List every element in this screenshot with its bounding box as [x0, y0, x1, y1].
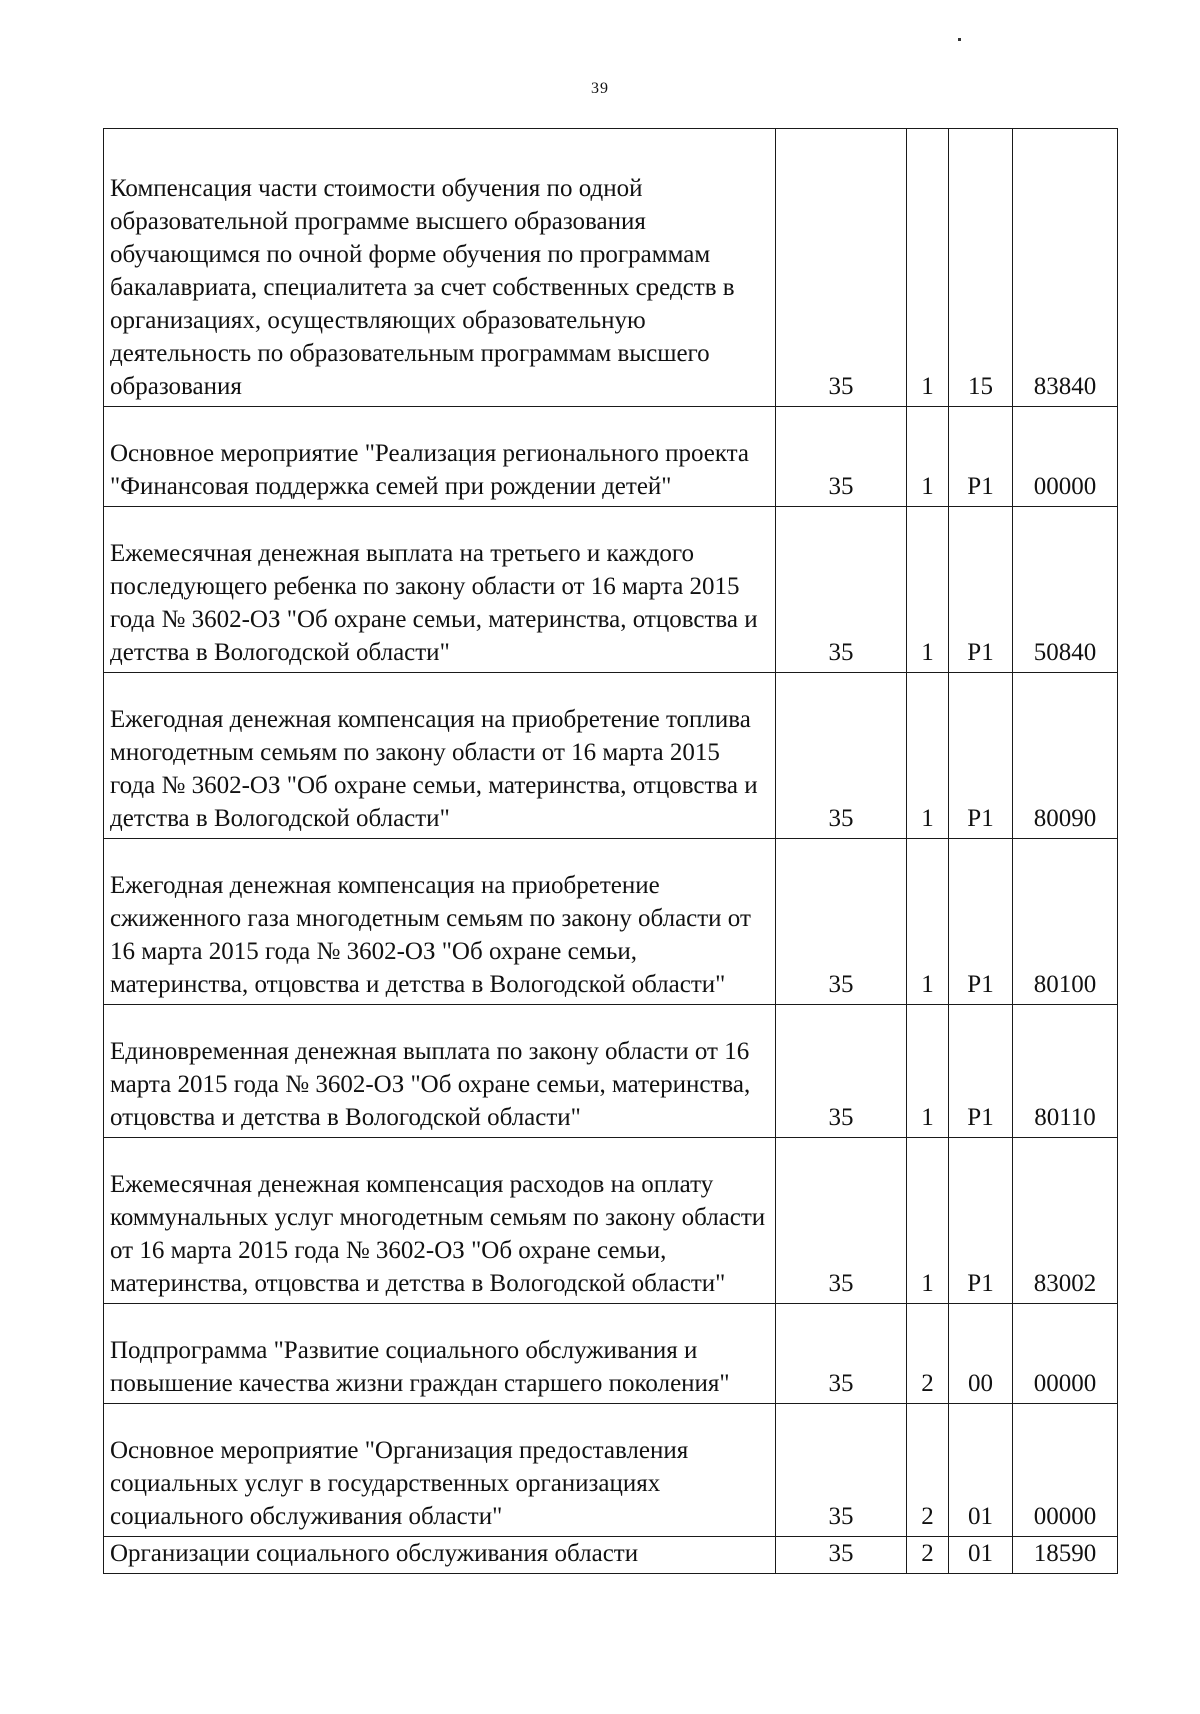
subprogram-code-cell: 1: [907, 1138, 949, 1304]
expense-code-cell: 00000: [1013, 407, 1118, 507]
table-row: [104, 407, 1118, 507]
subprogram-code-cell: 2: [907, 1537, 949, 1574]
program-code-cell: 35: [776, 1304, 907, 1404]
subprogram-code-cell: 1: [907, 839, 949, 1005]
direction-code-cell: 01: [949, 1537, 1013, 1574]
table-row: [104, 129, 1118, 407]
page-number: 39: [591, 80, 609, 97]
direction-code-cell: 15: [949, 129, 1013, 407]
direction-code-cell: P1: [949, 1005, 1013, 1138]
row-name-cell: Организации социального обслуживания области: [104, 1537, 776, 1574]
table-row: [104, 839, 1118, 1005]
row-name-cell: Основное мероприятие "Организация предоставления социальных услуг в государственных организациях социального обслуживания области": [104, 1404, 776, 1537]
expense-code-cell: 80110: [1013, 1005, 1118, 1138]
row-name-cell: Основное мероприятие "Реализация регионального проекта "Финансовая поддержка семей при рождении детей": [104, 407, 776, 507]
expense-code-cell: 50840: [1013, 507, 1118, 673]
program-code-cell: 35: [776, 1005, 907, 1138]
expense-code-cell: 83840: [1013, 129, 1118, 407]
subprogram-code-cell: 1: [907, 673, 949, 839]
table-row: [104, 1537, 1118, 1574]
table-row: [104, 1304, 1118, 1404]
subprogram-code-cell: 1: [907, 407, 949, 507]
direction-code-cell: 01: [949, 1404, 1013, 1537]
scan-speck: [958, 38, 961, 41]
subprogram-code-cell: 1: [907, 507, 949, 673]
expense-code-cell: 00000: [1013, 1304, 1118, 1404]
program-code-cell: 35: [776, 1138, 907, 1304]
program-code-cell: 35: [776, 839, 907, 1005]
row-name-cell: Единовременная денежная выплата по закону области от 16 марта 2015 года № 3602-ОЗ "Об охране семьи, материнства, отцовства и детства в Вологодской области": [104, 1005, 776, 1138]
direction-code-cell: 00: [949, 1304, 1013, 1404]
program-code-cell: 35: [776, 1404, 907, 1537]
budget-classification-table: [103, 128, 1118, 1574]
direction-code-cell: P1: [949, 673, 1013, 839]
row-name-cell: Подпрограмма "Развитие социального обслуживания и повышение качества жизни граждан старшего поколения": [104, 1304, 776, 1404]
row-name-cell: Компенсация части стоимости обучения по одной образовательной программе высшего образования обучающимся по очной форме обучения по программам бакалавриата, специалитета за счет собственных средств в организациях, осуществляющих образовательную деятельность по образовательным программам высшего образования: [104, 129, 776, 407]
program-code-cell: 35: [776, 129, 907, 407]
row-name-cell: Ежемесячная денежная выплата на третьего и каждого последующего ребенка по закону области от 16 марта 2015 года № 3602-ОЗ "Об охране семьи, материнства, отцовства и детства в Вологодской области": [104, 507, 776, 673]
row-name-cell: Ежегодная денежная компенсация на приобретение топлива многодетным семьям по закону области от 16 марта 2015 года № 3602-ОЗ "Об охране семьи, материнства, отцовства и детства в Вологодской области": [104, 673, 776, 839]
subprogram-code-cell: 2: [907, 1304, 949, 1404]
expense-code-cell: 00000: [1013, 1404, 1118, 1537]
program-code-cell: 35: [776, 507, 907, 673]
row-name-cell: Ежегодная денежная компенсация на приобретение сжиженного газа многодетным семьям по закону области от 16 марта 2015 года № 3602-ОЗ "Об охране семьи, материнства, отцовства и детства в Вологодской области": [104, 839, 776, 1005]
expense-code-cell: 80090: [1013, 673, 1118, 839]
subprogram-code-cell: 2: [907, 1404, 949, 1537]
program-code-cell: 35: [776, 1537, 907, 1574]
row-name-cell: Ежемесячная денежная компенсация расходов на оплату коммунальных услуг многодетным семьям по закону области от 16 марта 2015 года № 3602-ОЗ "Об охране семьи, материнства, отцовства и детства в Вологодской области": [104, 1138, 776, 1304]
subprogram-code-cell: 1: [907, 129, 949, 407]
table-row: [104, 1138, 1118, 1304]
direction-code-cell: P1: [949, 507, 1013, 673]
expense-code-cell: 18590: [1013, 1537, 1118, 1574]
program-code-cell: 35: [776, 673, 907, 839]
table-row: [104, 1404, 1118, 1537]
table-row: [104, 673, 1118, 839]
direction-code-cell: P1: [949, 407, 1013, 507]
direction-code-cell: P1: [949, 1138, 1013, 1304]
subprogram-code-cell: 1: [907, 1005, 949, 1138]
table-row: [104, 1005, 1118, 1138]
expense-code-cell: 83002: [1013, 1138, 1118, 1304]
table-row: [104, 507, 1118, 673]
program-code-cell: 35: [776, 407, 907, 507]
direction-code-cell: P1: [949, 839, 1013, 1005]
expense-code-cell: 80100: [1013, 839, 1118, 1005]
